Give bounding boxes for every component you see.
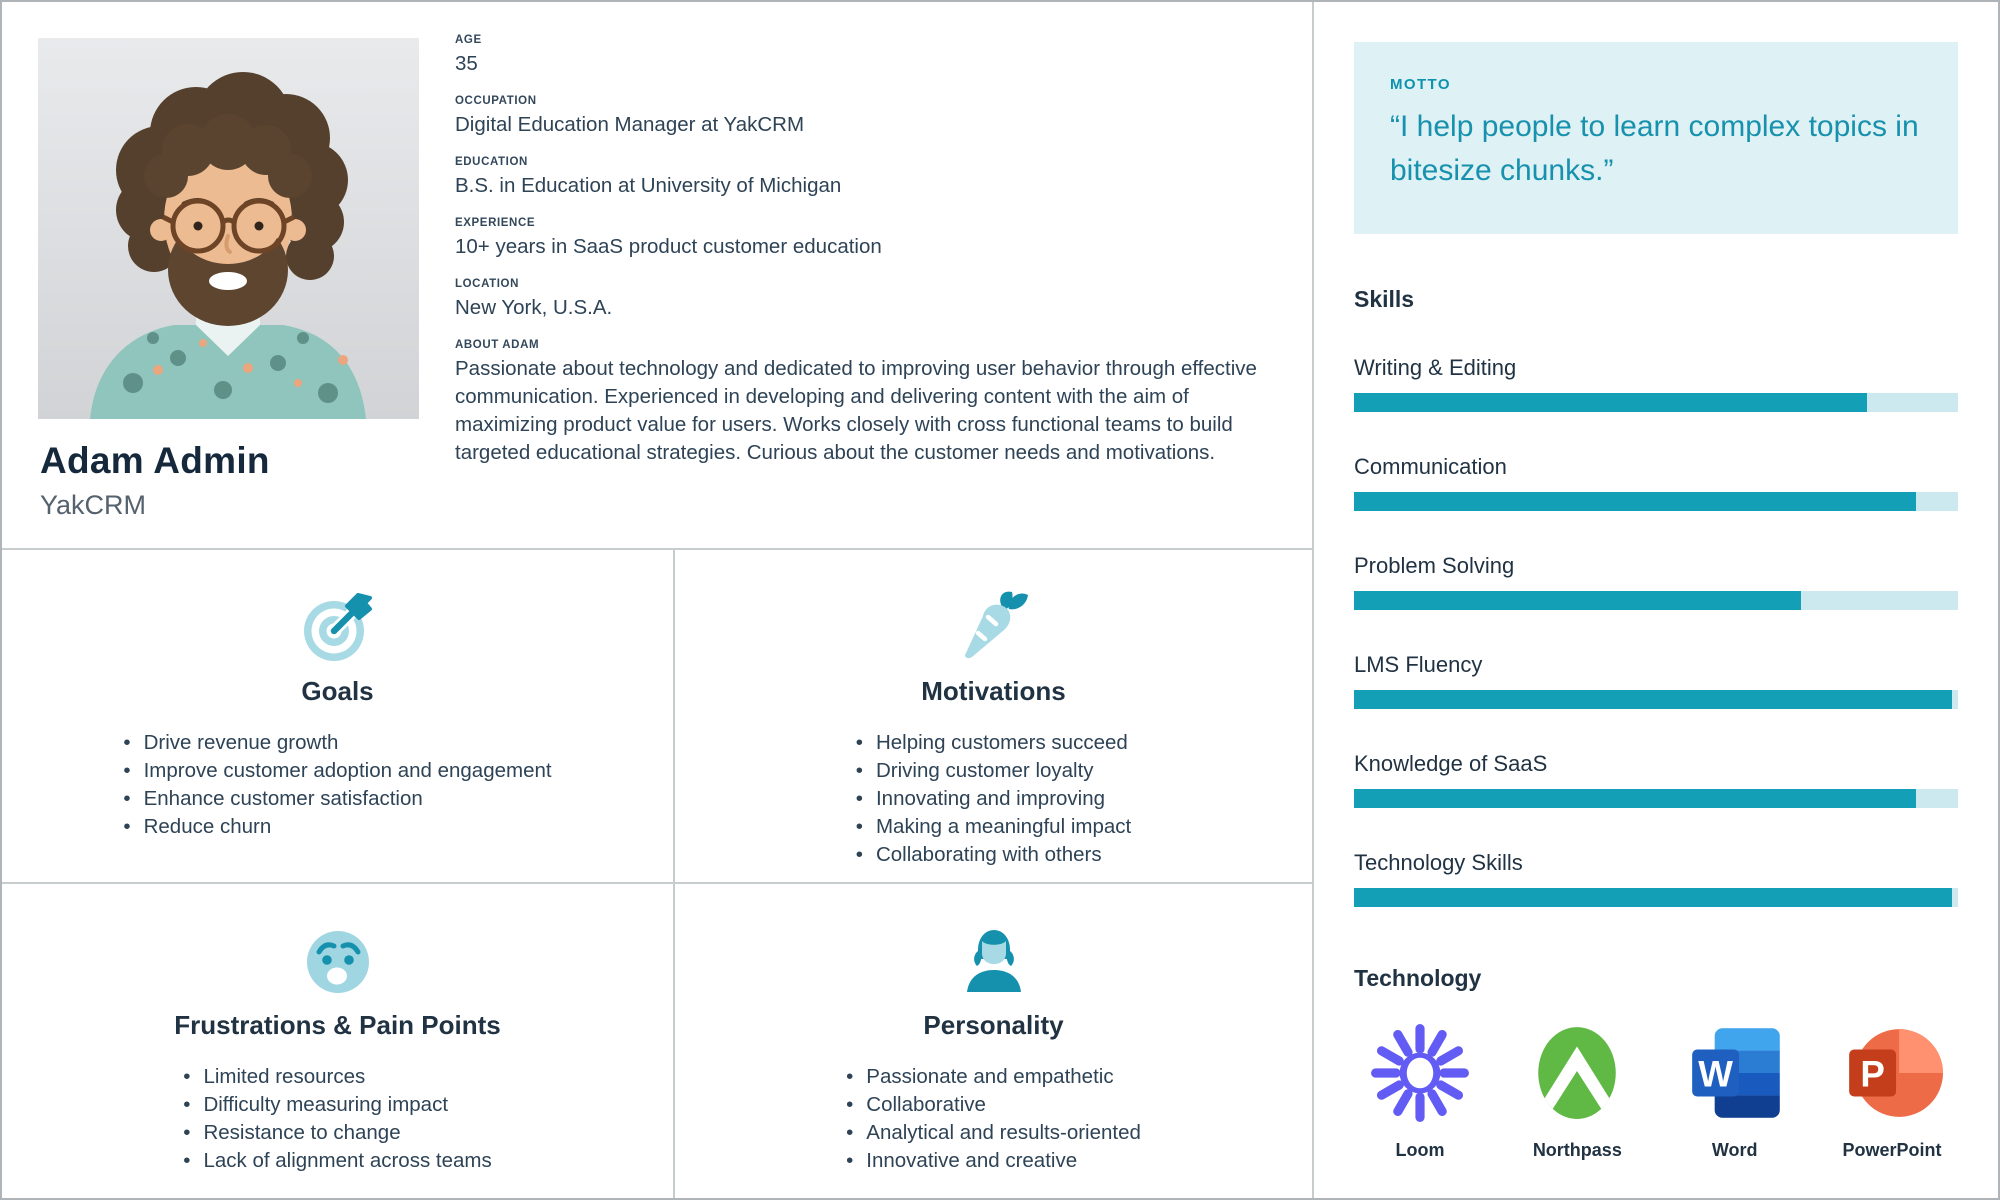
profile-section (2, 2, 1312, 548)
skill-writing-editing (1354, 355, 1958, 412)
skill-bar-fill (1354, 591, 1801, 610)
detail-label: LOCATION (455, 278, 519, 290)
detail-value: New York, U.S.A. (455, 296, 613, 319)
tech-item-northpass (1511, 1022, 1643, 1161)
list-item: • Collaborating with others (856, 841, 1131, 869)
persona-company: YakCRM (40, 490, 147, 520)
detail-label: OCCUPATION (455, 95, 537, 107)
portrait-illustration (38, 38, 419, 419)
quadrant-items (183, 1063, 491, 1175)
list-item: • Innovative and creative (846, 1147, 1141, 1175)
carrot-icon (957, 590, 1031, 664)
target-dart-icon (301, 590, 375, 664)
persona-sidebar (1314, 2, 1998, 1198)
list-item: • Making a meaningful impact (856, 813, 1131, 841)
smile (209, 272, 247, 290)
list-item: • Collaborative (846, 1091, 1141, 1119)
list-item: • Limited resources (183, 1063, 491, 1091)
detail-list (455, 34, 1275, 484)
powerpoint-logo-icon (1841, 1022, 1943, 1124)
detail-label: EDUCATION (455, 156, 528, 168)
list-item: • Enhance customer satisfaction (123, 785, 551, 813)
skill-bar-fill (1354, 789, 1916, 808)
tech-label: Loom (1395, 1140, 1445, 1160)
quadrant-items (856, 729, 1131, 869)
skill-bar-fill (1354, 690, 1952, 709)
detail-value: 10+ years in SaaS product customer education (455, 235, 882, 258)
tech-item-word (1669, 1022, 1801, 1161)
skill-communication (1354, 454, 1958, 511)
skill-bar-track (1354, 789, 1958, 808)
list-item: • Lack of alignment across teams (183, 1147, 491, 1175)
quadrant-title: Motivations (921, 676, 1066, 706)
persona-name: Adam Admin (40, 440, 270, 481)
technology-heading: Technology (1354, 965, 1482, 991)
tech-label: Northpass (1532, 1140, 1622, 1160)
skill-bar-track (1354, 591, 1958, 610)
quadrant-personality (675, 884, 1312, 1200)
skill-technology-skills (1354, 850, 1958, 907)
quadrant-title: Goals (301, 676, 374, 706)
skill-bar-track (1354, 690, 1958, 709)
skill-bar-fill (1354, 888, 1952, 907)
detail-location (455, 278, 1275, 322)
detail-label: EXPERIENCE (455, 217, 536, 229)
loom-logo-icon (1369, 1022, 1471, 1124)
list-item: • Passionate and empathetic (846, 1063, 1141, 1091)
detail-value: B.S. in Education at University of Michigan (455, 174, 842, 197)
skill-bar-track (1354, 888, 1958, 907)
list-item: • Resistance to change (183, 1119, 491, 1147)
skill-label: Knowledge of SaaS (1354, 751, 1548, 776)
list-item: • Difficulty measuring impact (183, 1091, 491, 1119)
skill-label: Writing & Editing (1354, 355, 1517, 380)
detail-age (455, 34, 1275, 78)
tech-label: Word (1711, 1140, 1758, 1160)
identity (40, 440, 270, 521)
northpass-logo-icon (1526, 1022, 1628, 1124)
motto-quote: “I help people to learn complex topics in bitesize chunks.” (1390, 110, 1919, 187)
motto-box (1354, 42, 1958, 234)
skill-lms-fluency (1354, 652, 1958, 709)
detail-education (455, 156, 1275, 200)
persona-main (2, 2, 1314, 1198)
quadrant-goals (2, 550, 675, 884)
tech-item-powerpoint (1826, 1022, 1958, 1161)
skill-label: Technology Skills (1354, 850, 1523, 875)
detail-about (455, 339, 1275, 467)
skill-bar-fill (1354, 492, 1916, 511)
quadrant-title: Personality (923, 1010, 1064, 1040)
svg-text:W: W (1697, 1053, 1733, 1095)
list-item: • Drive revenue growth (123, 729, 551, 757)
quadrant-motivations (675, 550, 1312, 884)
detail-value: Digital Education Manager at YakCRM (455, 113, 805, 136)
skill-label: Problem Solving (1354, 553, 1515, 578)
detail-label: ABOUT ADAM (455, 339, 540, 351)
list-item: • Analytical and results-oriented (846, 1119, 1141, 1147)
worried-face-icon (301, 924, 375, 998)
person-icon (957, 924, 1031, 998)
quadrant-items (123, 729, 551, 841)
skill-bar-track (1354, 393, 1958, 412)
skills-heading: Skills (1354, 286, 1415, 312)
skill-problem-solving (1354, 553, 1958, 610)
detail-value: Passionate about technology and dedicated to improving user behavior through effective communication. Experienced in developing and delivering content with the aim of maximizing product value for users. Works closely with cross functional teams to build targeted educational strategies. Curious about the customer needs and motivations. (455, 357, 1257, 464)
list-item: • Driving customer loyalty (856, 757, 1131, 785)
svg-text:P: P (1860, 1053, 1885, 1095)
detail-label: AGE (455, 34, 482, 46)
profile-photo (38, 38, 419, 419)
word-logo-icon (1684, 1022, 1786, 1124)
list-item: • Innovating and improving (856, 785, 1131, 813)
tech-label: PowerPoint (1842, 1140, 1942, 1160)
skill-label: Communication (1354, 454, 1507, 479)
skill-bar-fill (1354, 393, 1867, 412)
detail-experience (455, 217, 1275, 261)
list-item: • Helping customers succeed (856, 729, 1131, 757)
quadrant-frustrations (2, 884, 675, 1200)
skills-list (1354, 355, 1958, 907)
skill-knowledge-saas (1354, 751, 1958, 808)
detail-value: 35 (455, 52, 478, 75)
motto-label: MOTTO (1390, 76, 1451, 93)
list-item: • Improve customer adoption and engagement (123, 757, 551, 785)
tech-item-loom (1354, 1022, 1486, 1161)
quadrant-grid (2, 548, 1312, 1200)
list-item: • Reduce churn (123, 813, 551, 841)
skill-label: LMS Fluency (1354, 652, 1483, 677)
quadrant-title: Frustrations & Pain Points (174, 1010, 501, 1040)
detail-occupation (455, 95, 1275, 139)
quadrant-items (846, 1063, 1141, 1175)
technology-list (1354, 1022, 1958, 1161)
skill-bar-track (1354, 492, 1958, 511)
